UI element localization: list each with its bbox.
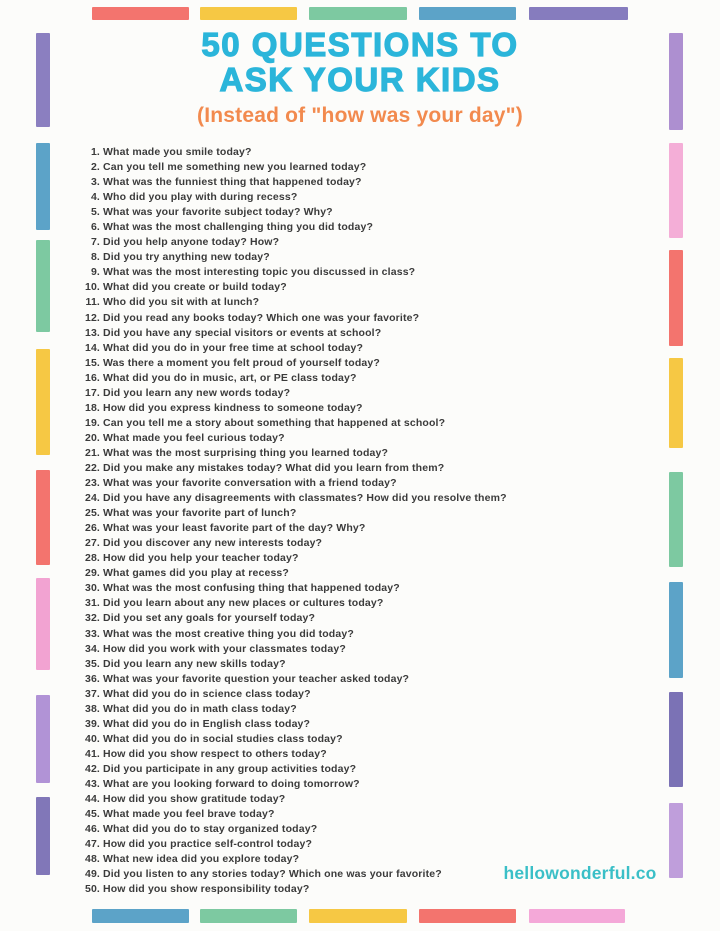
question-item <box>84 431 650 446</box>
question-number: 30. <box>84 582 100 595</box>
top-border-bar-blue <box>419 7 516 20</box>
question-item <box>84 356 650 371</box>
question-item <box>84 295 650 310</box>
question-number: 50. <box>84 883 100 896</box>
left-border-bar-coral <box>36 470 50 565</box>
question-item <box>84 762 650 777</box>
right-border-bar-light-purple <box>669 33 683 130</box>
question-text: Did you learn any new words today? <box>103 386 291 399</box>
question-number: 47. <box>84 838 100 851</box>
question-number: 23. <box>84 477 100 490</box>
question-number: 8. <box>90 251 100 264</box>
top-border-bar-green <box>309 7 407 20</box>
page-subtitle: (Instead of "how was your day") <box>197 104 523 127</box>
question-number: 9. <box>90 266 100 279</box>
question-item <box>84 822 650 837</box>
question-text: What did you do in social studies class today? <box>103 732 343 745</box>
question-text: What was the most surprising thing you learned today? <box>103 446 389 459</box>
question-number: 49. <box>84 868 100 881</box>
question-number: 19. <box>84 416 100 429</box>
question-number: 26. <box>84 522 100 535</box>
question-number: 6. <box>90 221 100 234</box>
left-border-bar-green <box>36 240 50 332</box>
question-text: How did you practice self-control today? <box>103 838 313 851</box>
bottom-border-bar-yellow <box>309 909 407 923</box>
bottom-border-bar-blue <box>92 909 189 923</box>
left-border-bar-blue <box>36 143 50 230</box>
question-number: 17. <box>84 386 100 399</box>
site-credit: hellowonderful.co <box>503 863 657 883</box>
question-item <box>84 807 650 822</box>
question-item <box>84 551 650 566</box>
question-number: 39. <box>84 717 100 730</box>
question-item <box>84 687 650 702</box>
question-number: 36. <box>84 672 100 685</box>
right-border-bar-yellow <box>669 358 683 448</box>
question-item <box>84 235 650 250</box>
question-text: Was there a moment you felt proud of yourself today? <box>103 356 380 369</box>
question-text: What was your favorite part of lunch? <box>103 507 297 520</box>
question-item <box>84 506 650 521</box>
question-text: What did you do in science class today? <box>103 687 311 700</box>
question-item <box>84 326 650 341</box>
question-item <box>84 792 650 807</box>
question-item <box>84 717 650 732</box>
header <box>60 27 660 128</box>
question-text: Did you discover any new interests today? <box>103 537 323 550</box>
question-text: What was your favorite question your teacher asked today? <box>103 672 410 685</box>
question-item <box>84 401 650 416</box>
question-text: What was the most confusing thing that happened today? <box>103 582 400 595</box>
question-item <box>84 747 650 762</box>
question-item <box>84 777 650 792</box>
question-text: What was your least favorite part of the day? Why? <box>103 522 366 535</box>
question-text: What made you feel brave today? <box>103 808 275 821</box>
question-number: 15. <box>84 356 100 369</box>
question-number: 37. <box>84 687 100 700</box>
question-text: What made you smile today? <box>103 146 252 158</box>
question-number: 14. <box>84 341 100 354</box>
question-text: What was the most challenging thing you did today? <box>103 221 374 234</box>
question-item <box>84 672 650 687</box>
question-text: What was your favorite conversation with a friend today? <box>103 477 397 490</box>
question-number: 27. <box>84 537 100 550</box>
question-number: 7. <box>90 236 100 249</box>
question-item <box>84 175 650 190</box>
question-text: Did you have any disagreements with classmates? How did you resolve them? <box>103 492 507 505</box>
right-border-bar-green <box>669 472 683 567</box>
question-number: 25. <box>84 507 100 520</box>
question-item <box>84 837 650 852</box>
question-number: 22. <box>84 461 100 474</box>
question-text: Who did you play with during recess? <box>103 191 298 204</box>
question-number: 18. <box>84 401 100 414</box>
question-item <box>84 581 650 596</box>
question-text: Did you make any mistakes today? What did you learn from them? <box>103 461 445 474</box>
question-item <box>84 521 650 536</box>
question-item <box>84 611 650 626</box>
question-item <box>84 265 650 280</box>
question-text: Did you set any goals for yourself today? <box>103 612 316 625</box>
question-text: What was the most interesting topic you discussed in class? <box>103 266 416 279</box>
left-border-bar-purple <box>36 33 50 127</box>
question-number: 20. <box>84 431 100 444</box>
question-text: Did you participate in any group activities today? <box>103 762 357 775</box>
right-border-bar-coral <box>669 250 683 346</box>
question-number: 24. <box>84 492 100 505</box>
question-text: Did you help anyone today? How? <box>103 236 280 249</box>
page-title-line1: 50 QUESTIONS TO <box>201 26 519 63</box>
bottom-border-bar-green <box>200 909 297 923</box>
question-text: How did you show responsibility today? <box>103 883 310 896</box>
question-text: What was the funniest thing that happened today? <box>103 176 362 189</box>
question-text: What was the most creative thing you did today? <box>103 627 354 640</box>
question-text: Did you try anything new today? <box>103 251 270 264</box>
question-text: What did you create or build today? <box>103 281 287 294</box>
question-text: How did you show gratitude today? <box>103 793 286 806</box>
question-text: How did you help your teacher today? <box>103 552 299 565</box>
question-text: Can you tell me something new you learned today? <box>103 161 367 174</box>
question-number: 16. <box>84 371 100 384</box>
question-number: 33. <box>84 627 100 640</box>
bottom-border-bar-coral <box>419 909 516 923</box>
question-number: 28. <box>84 552 100 565</box>
right-border-bar-blue <box>669 582 683 678</box>
question-text: What was your favorite subject today? Why? <box>103 206 333 219</box>
left-border-bar-light-purple <box>36 695 50 783</box>
question-item <box>84 461 650 476</box>
question-text: Did you listen to any stories today? Which one was your favorite? <box>103 868 442 881</box>
question-number: 48. <box>84 853 100 866</box>
question-number: 21. <box>84 446 100 459</box>
question-text: Did you learn about any new places or cultures today? <box>103 597 384 610</box>
question-item <box>84 205 650 220</box>
question-number: 42. <box>84 762 100 775</box>
page-title-line2: ASK YOUR KIDS <box>219 61 501 98</box>
question-number: 10. <box>84 281 100 294</box>
question-text: How did you show respect to others today? <box>103 747 327 760</box>
question-text: What did you do to stay organized today? <box>103 823 318 836</box>
question-item <box>84 566 650 581</box>
question-item <box>84 416 650 431</box>
question-number: 4. <box>90 191 100 204</box>
top-border-bar-yellow <box>200 7 297 20</box>
questions-list <box>84 145 650 897</box>
question-text: What made you feel curious today? <box>103 431 285 444</box>
question-number: 43. <box>84 777 100 790</box>
question-number: 5. <box>90 206 100 219</box>
question-number: 3. <box>90 176 100 189</box>
question-item <box>84 341 650 356</box>
question-text: What games did you play at recess? <box>103 567 289 580</box>
question-number: 35. <box>84 657 100 670</box>
question-item <box>84 882 650 897</box>
question-number: 13. <box>84 326 100 339</box>
question-number: 32. <box>84 612 100 625</box>
question-text: How did you work with your classmates today? <box>103 642 346 655</box>
question-item <box>84 371 650 386</box>
top-border-bar-purple <box>529 7 628 20</box>
question-text: What did you do in your free time at school today? <box>103 341 364 354</box>
question-item <box>84 642 650 657</box>
question-number: 2. <box>90 161 100 174</box>
left-border-bar-pink <box>36 578 50 670</box>
question-number: 12. <box>84 311 100 324</box>
question-text: What did you do in music, art, or PE class today? <box>103 371 357 384</box>
question-item <box>84 732 650 747</box>
bottom-border-bar-pink <box>529 909 625 923</box>
question-text: What new idea did you explore today? <box>103 853 300 866</box>
question-text: What did you do in English class today? <box>103 717 311 730</box>
question-item <box>84 190 650 205</box>
question-number: 31. <box>84 597 100 610</box>
question-item <box>84 627 650 642</box>
question-text: Did you have any special visitors or events at school? <box>103 326 382 339</box>
question-text: Did you read any books today? Which one was your favorite? <box>103 311 420 324</box>
question-number: 40. <box>84 732 100 745</box>
question-item <box>84 220 650 235</box>
question-text: Did you learn any new skills today? <box>103 657 286 670</box>
question-number: 46. <box>84 823 100 836</box>
question-number: 1. <box>90 146 100 158</box>
question-number: 45. <box>84 808 100 821</box>
question-text: Can you tell me a story about something that happened at school? <box>103 416 446 429</box>
question-text: What did you do in math class today? <box>103 702 297 715</box>
question-item <box>84 311 650 326</box>
question-item <box>84 386 650 401</box>
question-item <box>84 145 650 160</box>
question-number: 44. <box>84 793 100 806</box>
question-text: Who did you sit with at lunch? <box>103 296 260 309</box>
question-item <box>84 596 650 611</box>
question-number: 41. <box>84 747 100 760</box>
question-number: 38. <box>84 702 100 715</box>
question-number: 34. <box>84 642 100 655</box>
question-number: 11. <box>85 296 100 309</box>
left-border-bar-yellow <box>36 349 50 455</box>
question-number: 29. <box>84 567 100 580</box>
question-item <box>84 657 650 672</box>
question-item <box>84 702 650 717</box>
question-item <box>84 160 650 175</box>
question-text: What are you looking forward to doing tomorrow? <box>103 777 360 790</box>
left-border-bar-dark-purple <box>36 797 50 875</box>
question-item <box>84 491 650 506</box>
right-border-bar-pink <box>669 143 683 238</box>
right-border-bar-dark-purple <box>669 692 683 787</box>
right-border-bar-light-purple <box>669 803 683 878</box>
top-border-bar-coral <box>92 7 189 20</box>
question-item <box>84 476 650 491</box>
question-item <box>84 250 650 265</box>
question-item <box>84 446 650 461</box>
question-text: How did you express kindness to someone today? <box>103 401 363 414</box>
question-item <box>84 536 650 551</box>
question-item <box>84 280 650 295</box>
